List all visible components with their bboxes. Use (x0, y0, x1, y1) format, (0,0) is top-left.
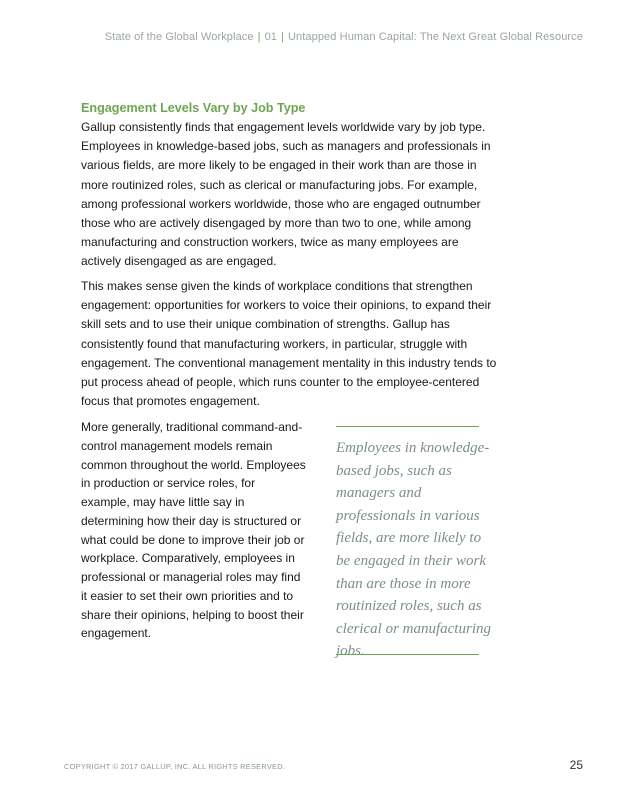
header-chapter-number: 01 (264, 31, 278, 43)
header-chapter-title: Untapped Human Capital: The Next Great Global Resource (287, 31, 583, 43)
pull-quote: Employees in knowledge-based jobs, such as managers and professionals in various fields, are more likely to be engaged in their work than are those in more routinized roles, such as clerical or manufacturing jobs. (336, 440, 491, 660)
page-number: 25 (569, 758, 583, 772)
body-paragraph-3: More generally, traditional command-and-control management models remain common throughout the world. Employees in production or service roles, for example, may have little say in determining how their day is structured or what could be done to improve their job or workplace. Comparatively, employees in professional or managerial roles may find it easier to set their own priorities and to share their opinions, helping to boost their engagement. (81, 420, 306, 641)
footer-copyright: COPYRIGHT © 2017 GALLUP, INC. ALL RIGHTS RESERVED. (64, 762, 286, 771)
header-report-name: State of the Global Workplace (104, 31, 254, 43)
body-paragraph-2: This makes sense given the kinds of workplace conditions that strengthen engagement: opportunities for workers to voice their opinions, to expand their skill sets and to use their unique combination of strengths. Gallup has consistently found that manufacturing workers, in particular, struggle with engagement. The conventional management mentality in this industry tends to put process ahead of people, which runs counter to the employee-centered focus that promotes engagement. (81, 279, 497, 409)
body-paragraph-1: Gallup consistently finds that engagement levels worldwide vary by job type. Employees in knowledge-based jobs, such as managers and professionals in various fields, are more likely to be engaged in their work than are those in more routinized roles, such as clerical or manufacturing jobs. For example, among professional workers worldwide, those who are engaged outnumber those who are actively disengaged by more than two to one, while among manufacturing and construction workers, twice as many employees are actively disengaged as are engaged. (81, 120, 491, 269)
header-separator-1: | (257, 31, 261, 43)
header-separator-2: | (281, 31, 284, 43)
running-header (105, 31, 583, 43)
pull-quote-bottom-rule (336, 654, 479, 655)
pull-quote-top-rule (336, 426, 479, 427)
section-heading: Engagement Levels Vary by Job Type (81, 101, 306, 115)
